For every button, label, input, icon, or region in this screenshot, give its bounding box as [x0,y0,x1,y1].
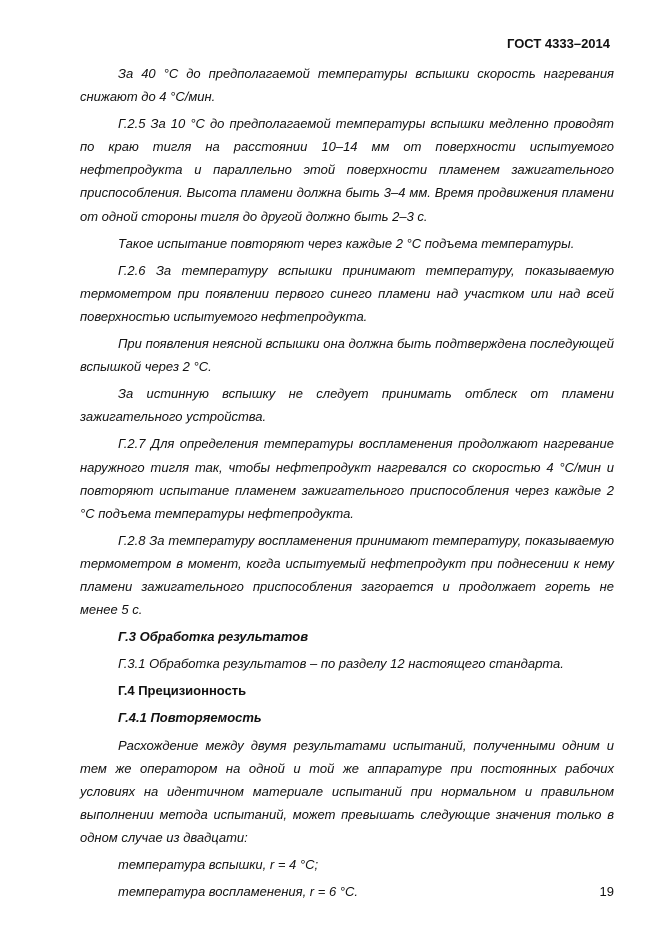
paragraph-g-2-7: Г.2.7 Для определения температуры воспламенения продолжают нагревание наружного тигля так, чтобы нефтепродукт нагревался со скоростью 4 °С/мин и повторяют испытание пламенем зажигательного приспособления через каждые 2 °С подъема температуры нефтепродукта. [80,436,614,521]
list-item-fire-point: температура воспламенения, r = 6 °С. [118,884,358,900]
paragraph-repeatability: Расхождение между двумя результатами испытаний, полученными одним и тем же оператором на одной и той же аппаратуре при постоянных рабочих условиях на идентичном материале испытаний при нормальном и правильном выполнении метода испытаний, может превышать следующие значения только в одном случае из двадцати: [80,737,614,845]
page-number: 19 [599,884,614,899]
heading-g-3: Г.3 Обработка результатов [118,629,309,645]
paragraph-g-2-6: Г.2.6 За температуру вспышки принимают температуру, показываемую термометром при появлении первого синего пламени над участком или над всей поверхностью испытуемого нефтепродукта. [80,262,614,324]
paragraph-unclear-flash: При появления неясной вспышки она должна быть подтверждена последующей вспышкой через 2 °С. [80,336,614,375]
document-body [80,62,614,907]
list-item-flash-point: температура вспышки, r = 4 °С; [118,857,319,872]
paragraph-g-2-5: Г.2.5 За 10 °С до предполагаемой температуры вспышки медленно проводят по краю тигля на расстоянии 10–14 мм от поверхности испытуемого нефтепродукта и параллельно этой поверхности пламенем зажигательного приспособления. Высота пламени должна быть 3–4 мм. Время продвижения пламени от одной стороны тигля до другой должно быть 2–3 с. [80,116,614,224]
heading-g-4-1: Г.4.1 Повторяемость [118,710,262,726]
paragraph-rate-reduction: За 40 °С до предполагаемой температуры вспышки скорость нагревания снижают до 4 °С/мин. [80,66,614,105]
paragraph-true-flash: За истинную вспышку не следует принимать отблеск от пламени зажигательного устройства. [80,386,614,425]
paragraph-g-3-1: Г.3.1 Обработка результатов – по разделу 12 настоящего стандарта. [118,656,564,672]
paragraph-g-2-8: Г.2.8 За температуру воспламенения принимают температуру, показываемую термометром в момент, когда испытуемый нефтепродукт при поднесении к нему пламени зажигательного приспособления загорается и продолжает гореть не менее 5 с. [80,532,614,618]
document-header: ГОСТ 4333–2014 [507,36,610,51]
heading-g-4: Г.4 Прецизионность [118,683,247,699]
paragraph-repeat-test: Такое испытание повторяют через каждые 2 °С подъема температуры. [118,235,575,251]
